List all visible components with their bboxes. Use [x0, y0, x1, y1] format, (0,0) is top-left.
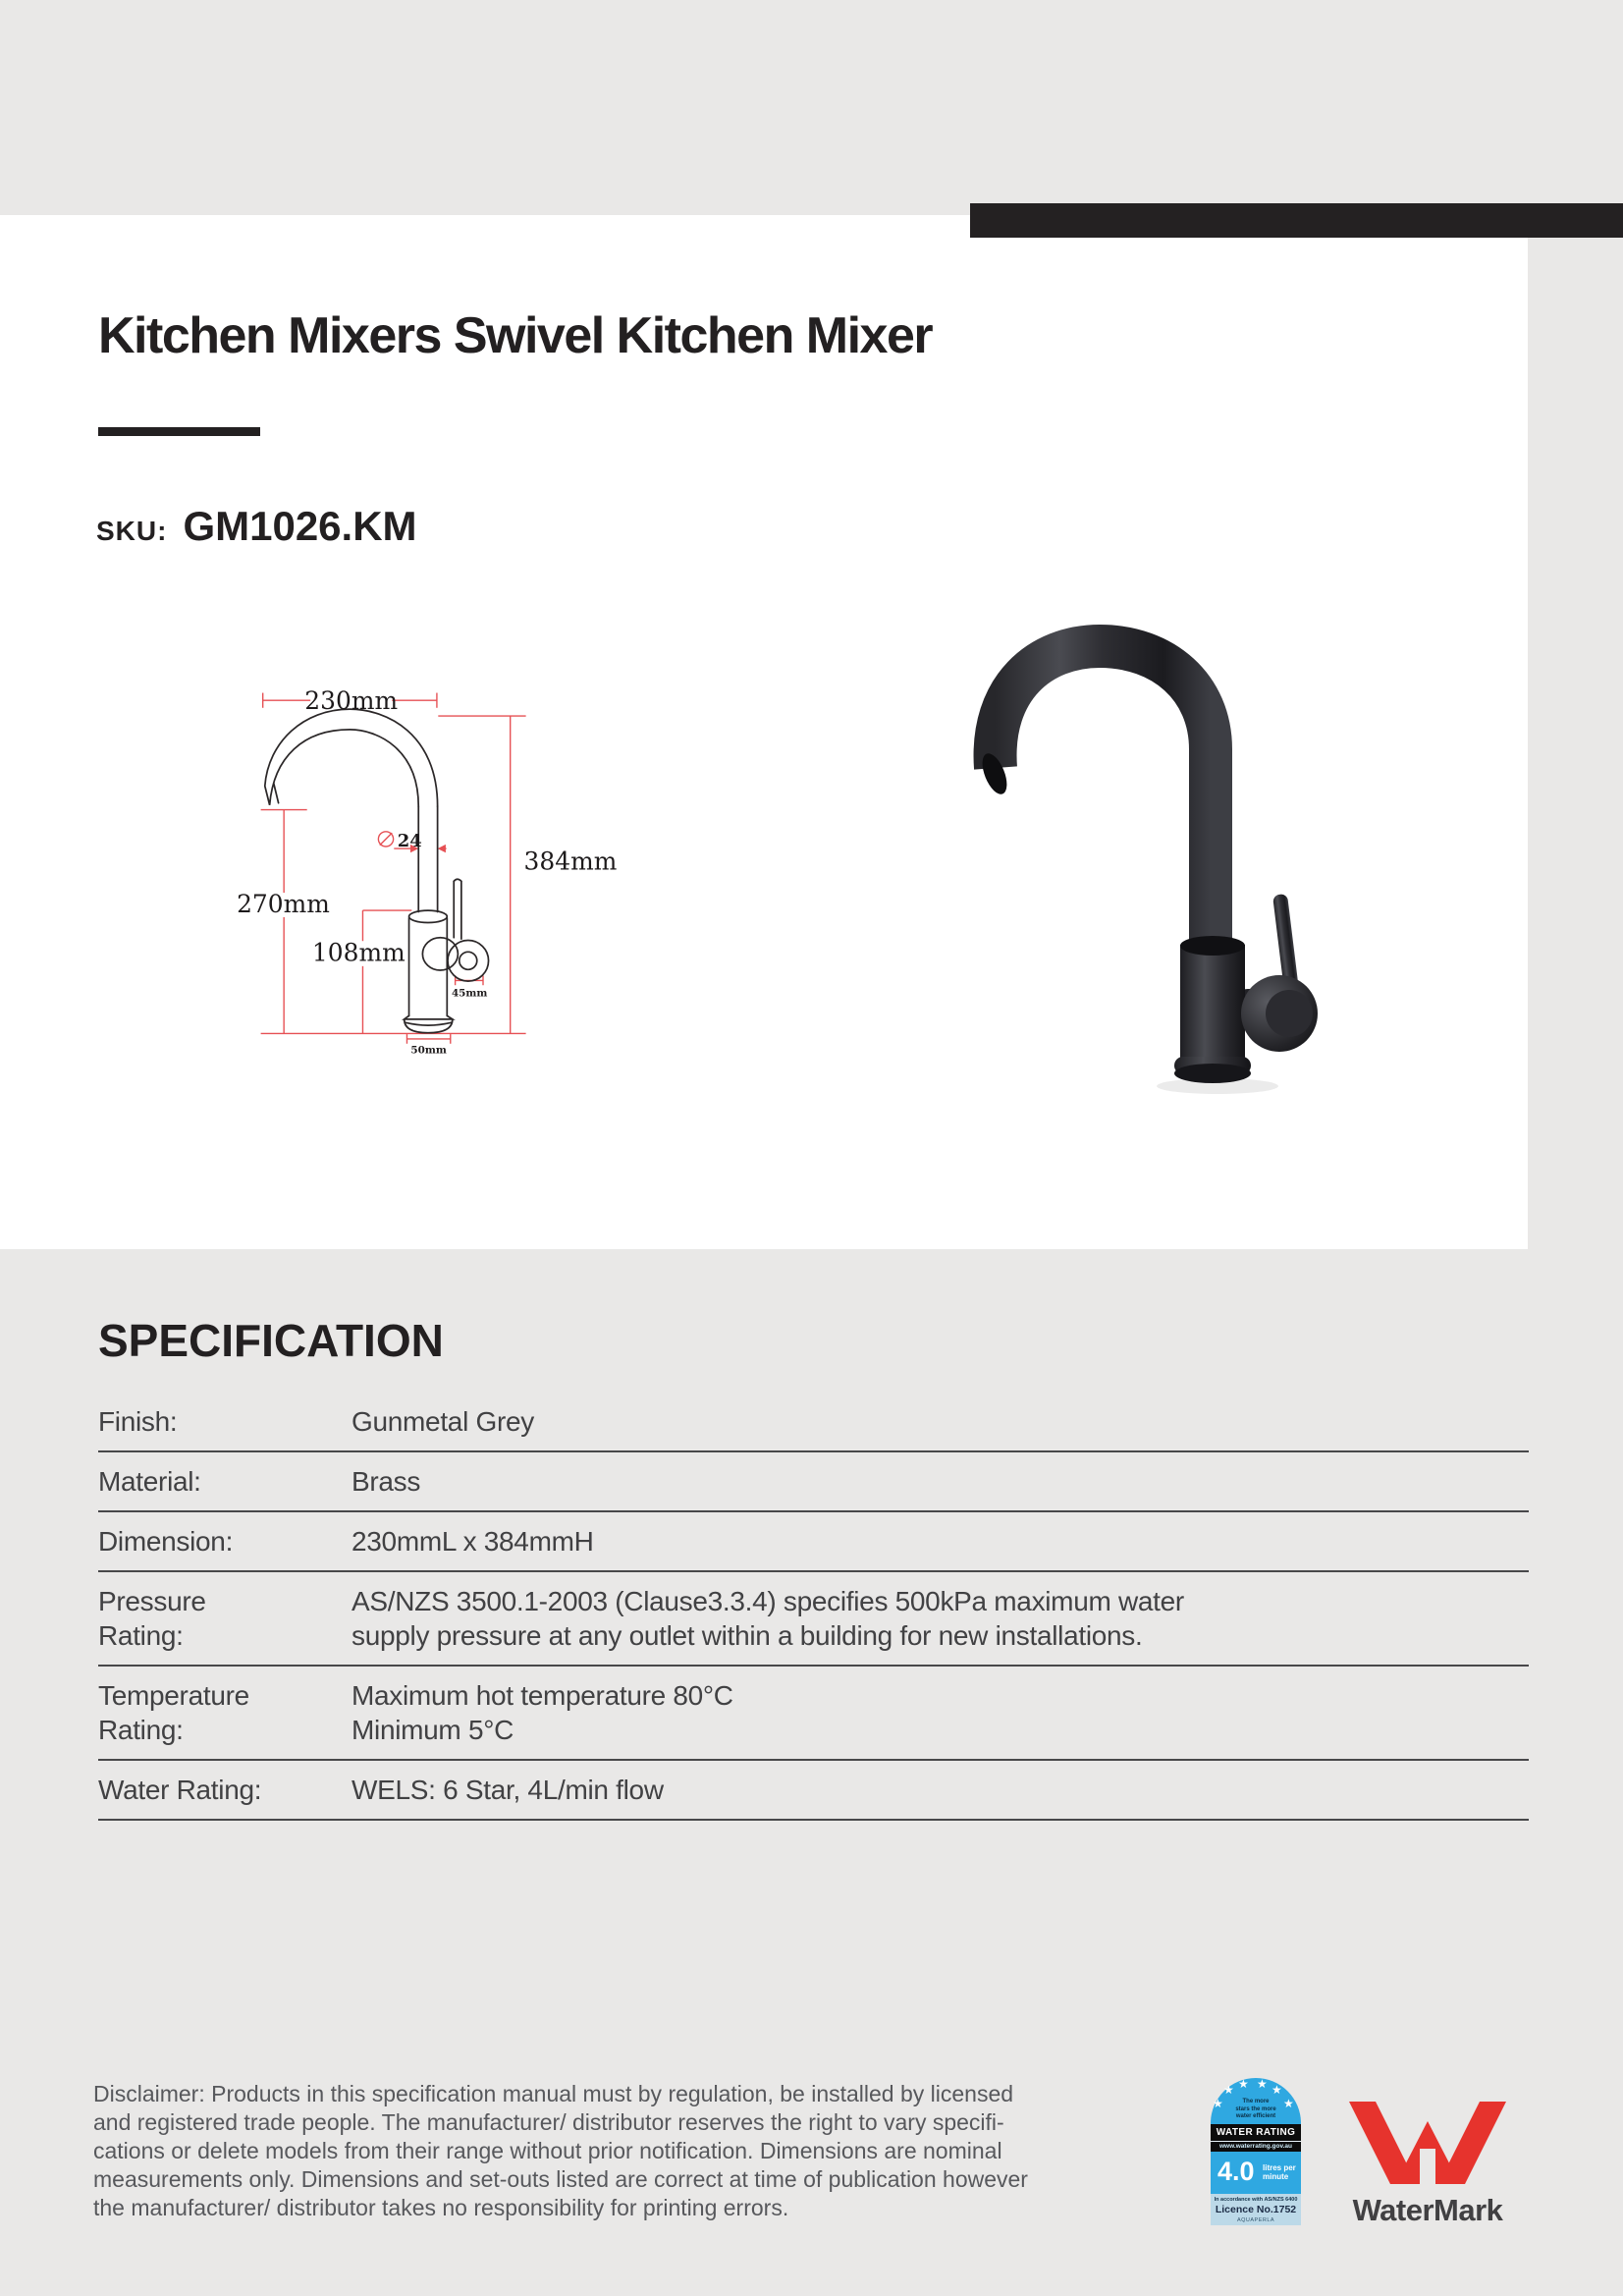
diameter-icon	[378, 832, 393, 847]
disclaimer-line: measurements only. Dimensions and set-outs listed are correct at time of publication however	[93, 2166, 1028, 2192]
dim-base-label: 50mm	[410, 1044, 447, 1057]
technical-drawing	[236, 589, 766, 1139]
spec-label-text: Finish:	[98, 1406, 178, 1437]
header-accent-bar	[970, 203, 1623, 238]
disclaimer-line: and registered trade people. The manufacturer/ distributor reserves the right to vary specifi-	[93, 2109, 1004, 2135]
dimension-labels	[237, 686, 617, 1056]
spec-label-text: Rating:	[98, 1620, 184, 1651]
spec-value-text: WELS: 6 Star, 4L/min flow	[352, 1775, 664, 1805]
spec-row-pressure-rating	[98, 1572, 1529, 1667]
disclaimer	[93, 2080, 1028, 2222]
disclaimer-line: Disclaimer: Products in this specification manual must by regulation, be installed by licensed	[93, 2081, 1014, 2106]
disclaimer-line: the manufacturer/ distributor takes no responsibility for printing errors.	[93, 2195, 789, 2220]
faucet-photo-shapes	[977, 646, 1318, 1083]
wels-unit-line: litres per	[1263, 2163, 1296, 2172]
wels-rating-value: 4.0	[1217, 2157, 1255, 2186]
dim-handle-label: 45mm	[451, 987, 488, 1000]
star-icon: ★	[1271, 2083, 1282, 2097]
dim-total-height-label: 384mm	[523, 847, 618, 876]
dim-spout-height-label: 270mm	[237, 890, 330, 919]
spec-row-temperature-rating	[98, 1667, 1529, 1761]
star-icon: ★	[1213, 2097, 1223, 2110]
spec-label-text: Rating:	[98, 1715, 184, 1745]
spec-row-finish	[98, 1393, 1529, 1452]
spec-value-text: Minimum 5°C	[352, 1715, 514, 1745]
spec-label-text: Material:	[98, 1466, 201, 1497]
spec-value-text: AS/NZS 3500.1-2003 (Clause3.3.4) specifies 500kPa maximum water	[352, 1586, 1184, 1616]
spec-value-text: Brass	[352, 1466, 421, 1497]
wels-rating-unit	[1263, 2163, 1296, 2181]
star-icon: ★	[1238, 2077, 1249, 2091]
sku-row	[96, 503, 417, 550]
spec-label-text: Water Rating:	[98, 1775, 262, 1805]
wels-arch-line: water efficient	[1235, 2113, 1276, 2119]
wels-arch	[1211, 2078, 1301, 2124]
spec-value-text: Maximum hot temperature 80°C	[352, 1680, 733, 1711]
star-icon: ★	[1283, 2097, 1294, 2110]
wels-title-band: WATER RATING	[1211, 2124, 1301, 2141]
spec-value-text: 230mmL x 384mmH	[352, 1526, 594, 1557]
spec-label-text: Dimension:	[98, 1526, 234, 1557]
disclaimer-line: cations or delete models from their range without prior notification. Dimensions are nominal	[93, 2138, 1002, 2163]
top-grey-band	[0, 0, 1623, 215]
specification-table	[98, 1393, 1529, 1821]
wels-arch-text	[1211, 2099, 1301, 2121]
wels-licence-number: Licence No.1752	[1215, 2204, 1297, 2215]
wels-accordance-text: In accordance with AS/NZS 6400	[1214, 2197, 1298, 2203]
spec-row-water-rating	[98, 1761, 1529, 1821]
spec-row-material	[98, 1452, 1529, 1512]
watermark-label: WaterMark	[1352, 2193, 1503, 2227]
dim-width-label: 230mm	[304, 686, 399, 716]
specification-heading: SPECIFICATION	[98, 1315, 444, 1366]
wels-arch-line: The more	[1242, 2099, 1270, 2105]
wels-unit-line: minute	[1263, 2172, 1289, 2181]
title-underline	[98, 427, 260, 436]
star-icon: ★	[1223, 2083, 1234, 2097]
spec-label-text: Temperature	[98, 1680, 249, 1711]
right-grey-strip	[1528, 238, 1623, 1249]
page-title: Kitchen Mixers Swivel Kitchen Mixer	[98, 307, 933, 364]
product-photo	[962, 609, 1394, 1120]
sku-label: SKU:	[96, 516, 168, 546]
wels-url-band: www.waterrating.gov.au	[1211, 2141, 1301, 2152]
wels-water-rating-label	[1211, 2078, 1301, 2225]
wels-rating-section	[1211, 2152, 1301, 2194]
wels-licence-section	[1211, 2194, 1301, 2225]
wels-brand-text: AQUAPERLA	[1236, 2217, 1275, 2223]
spec-value-text: supply pressure at any outlet within a building for new installations.	[352, 1620, 1143, 1651]
spec-label-text: Pressure	[98, 1586, 206, 1616]
spec-row-dimension	[98, 1512, 1529, 1572]
wels-arch-line: stars the more	[1235, 2105, 1276, 2112]
spec-value-text: Gunmetal Grey	[352, 1406, 534, 1437]
dim-diameter-label: 24	[397, 831, 422, 851]
watermark-logo	[1349, 2102, 1506, 2228]
sku-value: GM1026.KM	[183, 503, 417, 549]
star-icon: ★	[1257, 2077, 1268, 2091]
watermark-w-icon	[1349, 2102, 1506, 2184]
dim-body-height-label: 108mm	[311, 938, 406, 967]
